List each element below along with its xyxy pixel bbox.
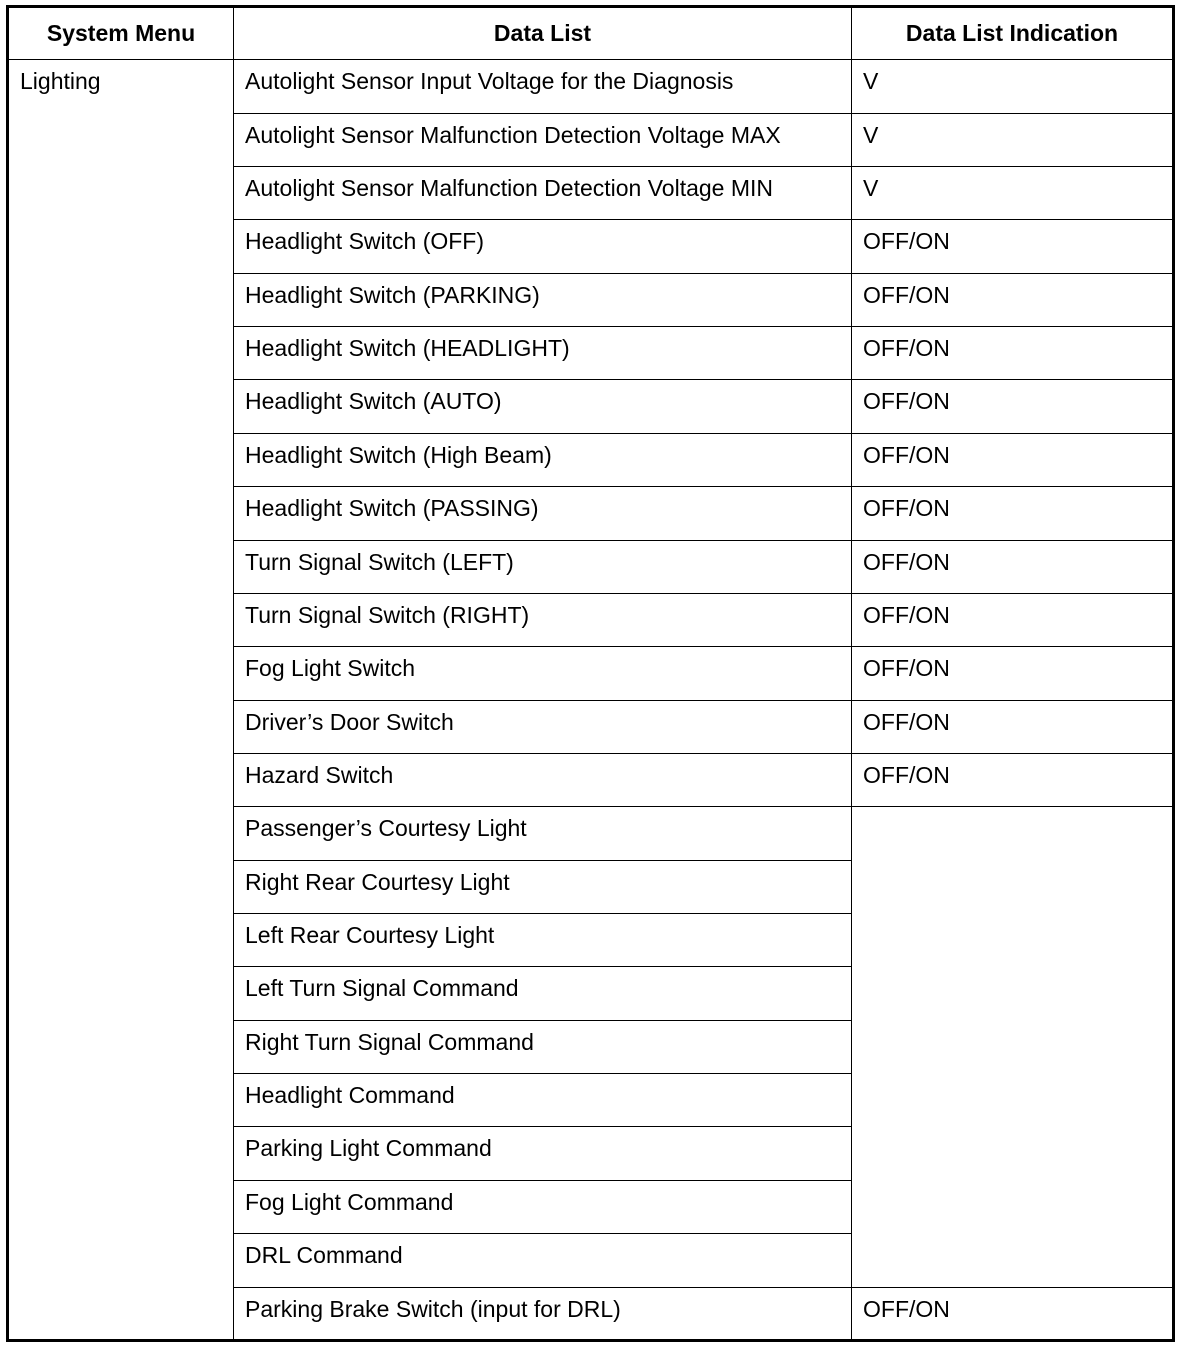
data-list-indication: OFF/ON bbox=[852, 593, 1174, 646]
data-list-indication: OFF/ON bbox=[852, 540, 1174, 593]
table-row bbox=[8, 60, 1174, 113]
data-list-item: Right Rear Courtesy Light bbox=[234, 860, 852, 913]
header-system-menu: System Menu bbox=[8, 7, 234, 60]
data-list-item: Headlight Command bbox=[234, 1074, 852, 1127]
data-list-indication: OFF/ON bbox=[852, 753, 1174, 806]
data-list-indication: OFF/ON bbox=[852, 380, 1174, 433]
header-data-list: Data List bbox=[234, 7, 852, 60]
data-list-item: Fog Light Command bbox=[234, 1180, 852, 1233]
data-list-indication: OFF/ON bbox=[852, 647, 1174, 700]
data-list-item: Headlight Switch (AUTO) bbox=[234, 380, 852, 433]
data-list-item: Right Turn Signal Command bbox=[234, 1020, 852, 1073]
data-list-item: Parking Brake Switch (input for DRL) bbox=[234, 1287, 852, 1340]
data-list-indication: OFF/ON bbox=[852, 1287, 1174, 1340]
data-list-item: Autolight Sensor Input Voltage for the Diagnosis bbox=[234, 60, 852, 113]
data-list-item: Headlight Switch (PARKING) bbox=[234, 273, 852, 326]
data-list-indication: OFF/ON bbox=[852, 273, 1174, 326]
data-list-indication: V bbox=[852, 167, 1174, 220]
data-list-item: Headlight Switch (HEADLIGHT) bbox=[234, 327, 852, 380]
data-list-indication: V bbox=[852, 113, 1174, 166]
data-list-indication: OFF/ON bbox=[852, 327, 1174, 380]
data-list-item: Left Rear Courtesy Light bbox=[234, 914, 852, 967]
header-data-list-indication: Data List Indication bbox=[852, 7, 1174, 60]
data-list-indication: OFF/ON bbox=[852, 700, 1174, 753]
data-list-item: Parking Light Command bbox=[234, 1127, 852, 1180]
data-list-indication: OFF/ON bbox=[852, 220, 1174, 273]
system-menu-cell: Lighting bbox=[8, 60, 234, 1341]
blank-indication-cell bbox=[852, 807, 1174, 1287]
data-list-item: Autolight Sensor Malfunction Detection Voltage MIN bbox=[234, 167, 852, 220]
data-list-item: Driver’s Door Switch bbox=[234, 700, 852, 753]
data-list-item: Autolight Sensor Malfunction Detection Voltage MAX bbox=[234, 113, 852, 166]
data-list-indication: OFF/ON bbox=[852, 487, 1174, 540]
data-list-item: DRL Command bbox=[234, 1234, 852, 1287]
data-list-table bbox=[6, 5, 1175, 1342]
data-list-item: Left Turn Signal Command bbox=[234, 967, 852, 1020]
data-list-item: Hazard Switch bbox=[234, 753, 852, 806]
data-list-indication: V bbox=[852, 60, 1174, 113]
data-list-item: Headlight Switch (High Beam) bbox=[234, 433, 852, 486]
data-list-item: Fog Light Switch bbox=[234, 647, 852, 700]
header-row bbox=[8, 7, 1174, 60]
data-list-item: Headlight Switch (PASSING) bbox=[234, 487, 852, 540]
data-list-item: Turn Signal Switch (LEFT) bbox=[234, 540, 852, 593]
table-body bbox=[8, 60, 1174, 1341]
data-list-item: Turn Signal Switch (RIGHT) bbox=[234, 593, 852, 646]
data-list-indication: OFF/ON bbox=[852, 433, 1174, 486]
data-list-item: Passenger’s Courtesy Light bbox=[234, 807, 852, 860]
data-list-item: Headlight Switch (OFF) bbox=[234, 220, 852, 273]
